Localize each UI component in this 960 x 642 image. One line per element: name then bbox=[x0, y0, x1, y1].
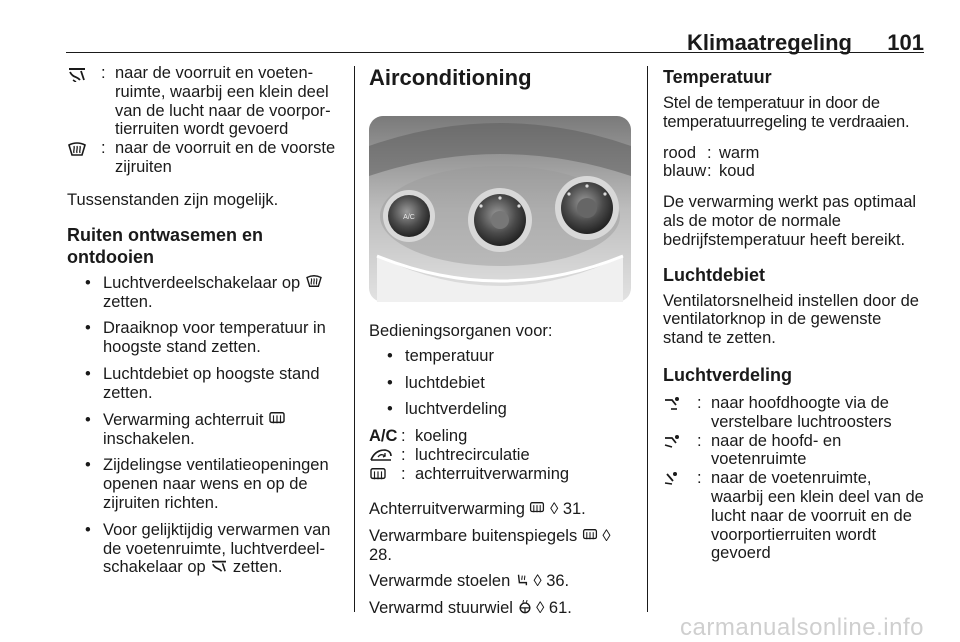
rear-defrost-icon bbox=[369, 465, 401, 484]
controls-list bbox=[369, 347, 633, 419]
feet-windshield-icon bbox=[210, 559, 228, 578]
section-heading: Luchtdebiet bbox=[663, 264, 765, 285]
ref-page[interactable]: 61. bbox=[548, 599, 572, 618]
list-item: • Draaiknop voor temperatuur in hoogste stand zetten. bbox=[67, 319, 339, 357]
windshield-defrost-icon bbox=[305, 274, 323, 293]
ref-arrow: ◊ bbox=[536, 599, 545, 618]
list-item: • temperatuur bbox=[369, 347, 633, 366]
definition-row: : naar hoofdhoogte via de verstelbare luchtroosters bbox=[663, 394, 925, 432]
windshield-defrost-icon bbox=[67, 139, 101, 177]
intermediate-note: Tussenstanden zijn mogelijk. bbox=[67, 190, 279, 209]
ac-knob-label: A/C bbox=[403, 214, 415, 221]
definition-text: naar de voorruit en voetenruimte, waarbij een klein deel van de lucht naar de voorportierruiten wordt gevoerd bbox=[115, 64, 331, 139]
head-feet-vent-icon bbox=[663, 432, 697, 470]
column-divider-2 bbox=[647, 66, 648, 612]
temp-value: warm bbox=[719, 143, 760, 162]
rear-defrost-icon bbox=[582, 527, 598, 546]
feet-vent-icon bbox=[663, 469, 697, 563]
definition-row: : luchtrecirculatie bbox=[369, 446, 633, 465]
temp-value: koud bbox=[719, 162, 755, 181]
definition-row: : naar de voorruit en voetenruimte, waarbij een klein deel van de lucht naar de voorportierruiten wordt gevoerd bbox=[67, 64, 339, 139]
rear-defrost-icon bbox=[529, 500, 545, 519]
cross-reference: Verwarmde stoelen ◊ 36. bbox=[369, 572, 570, 591]
cross-reference: Achterruitverwarming ◊ 31. bbox=[369, 499, 586, 518]
recirculation-icon bbox=[369, 446, 401, 465]
climate-control-photo bbox=[369, 106, 631, 308]
definition-text: naar de voorruit en de voorste zijruiten bbox=[115, 139, 336, 176]
list-item: • Zijdelingse ventilatieopeningen openen naar wens en op de zijruiten richten. bbox=[67, 456, 339, 512]
distribution-list bbox=[663, 394, 925, 563]
cross-reference: Verwarmbare buitenspiegels ◊ 28. bbox=[369, 526, 611, 564]
section-heading: Temperatuur bbox=[663, 67, 772, 87]
definition-row: : naar de hoofd- en voetenruimte bbox=[663, 432, 925, 470]
flow-text: Ventilatorsnelheid instellen door de ventilatorknop in de gewenste stand te zetten. bbox=[663, 291, 919, 348]
feet-windshield-icon bbox=[67, 64, 101, 139]
list-item: • luchtdebiet bbox=[369, 374, 633, 393]
definition-row: : achterruitverwarming bbox=[369, 465, 633, 484]
temp-label: blauw bbox=[663, 162, 707, 181]
page-title: Klimaatregeling bbox=[686, 30, 852, 55]
ref-arrow: ◊ bbox=[550, 499, 559, 518]
ref-page[interactable]: 36. bbox=[546, 572, 570, 591]
section-heading: Ruiten ontwasemen en ontdooien bbox=[67, 224, 264, 267]
defrost-steps bbox=[67, 274, 339, 578]
heated-seat-icon bbox=[515, 573, 529, 592]
temperature-note: De verwarming werkt pas optimaal als de motor de normale bedrijfstemperatuur heeft bereikt. bbox=[663, 193, 917, 249]
column-1 bbox=[67, 64, 339, 585]
column-divider-1 bbox=[354, 66, 355, 612]
ref-page[interactable]: 31. bbox=[562, 499, 586, 518]
ac-label: A/C bbox=[369, 427, 398, 446]
temp-label: rood bbox=[663, 143, 697, 162]
column-3 bbox=[663, 64, 925, 563]
watermark: carmanualsonline.info bbox=[680, 614, 924, 641]
rear-defrost-icon bbox=[268, 411, 286, 430]
ref-page[interactable]: 28. bbox=[369, 545, 392, 564]
definition-row: : naar de voetenruimte, waarbij een klein deel van de lucht naar de voorruit en de voorportierruiten wordt gevoerd bbox=[663, 469, 925, 563]
temperature-table: rood : warm blauw : koud bbox=[663, 144, 925, 182]
list-item: • Luchtdebiet op hoogste stand zetten. bbox=[67, 365, 339, 403]
page-number: 101 bbox=[887, 30, 924, 55]
definition-row: A/C : koeling bbox=[369, 427, 468, 446]
head-vent-icon bbox=[663, 394, 697, 432]
section-heading: Luchtverdeling bbox=[663, 364, 793, 385]
controls-intro: Bedieningsorganen voor: bbox=[369, 322, 553, 340]
column-2 bbox=[369, 64, 633, 619]
list-item: • Voor gelijktijdig verwarmen van de voetenruimte, luchtverdeelschakelaar op zetten. bbox=[67, 521, 339, 578]
temperature-text: Stel de temperatuur in door de temperatuurregeling te verdraaien. bbox=[663, 94, 910, 131]
header-rule bbox=[66, 52, 924, 53]
definition-row: : naar de voorruit en de voorste zijruiten bbox=[67, 139, 339, 177]
list-item: • Verwarming achterruit inschakelen. bbox=[67, 411, 339, 449]
cross-reference: Verwarmd stuurwiel ◊ 61. bbox=[369, 599, 572, 618]
page-header bbox=[0, 0, 960, 55]
heated-steering-wheel-icon bbox=[518, 600, 532, 619]
list-item: • luchtverdeling bbox=[369, 400, 633, 419]
list-item: • Luchtverdeelschakelaar op zetten. bbox=[67, 274, 339, 312]
ref-arrow: ◊ bbox=[602, 526, 611, 545]
section-heading: Airconditioning bbox=[369, 65, 532, 90]
ref-arrow: ◊ bbox=[533, 572, 542, 591]
